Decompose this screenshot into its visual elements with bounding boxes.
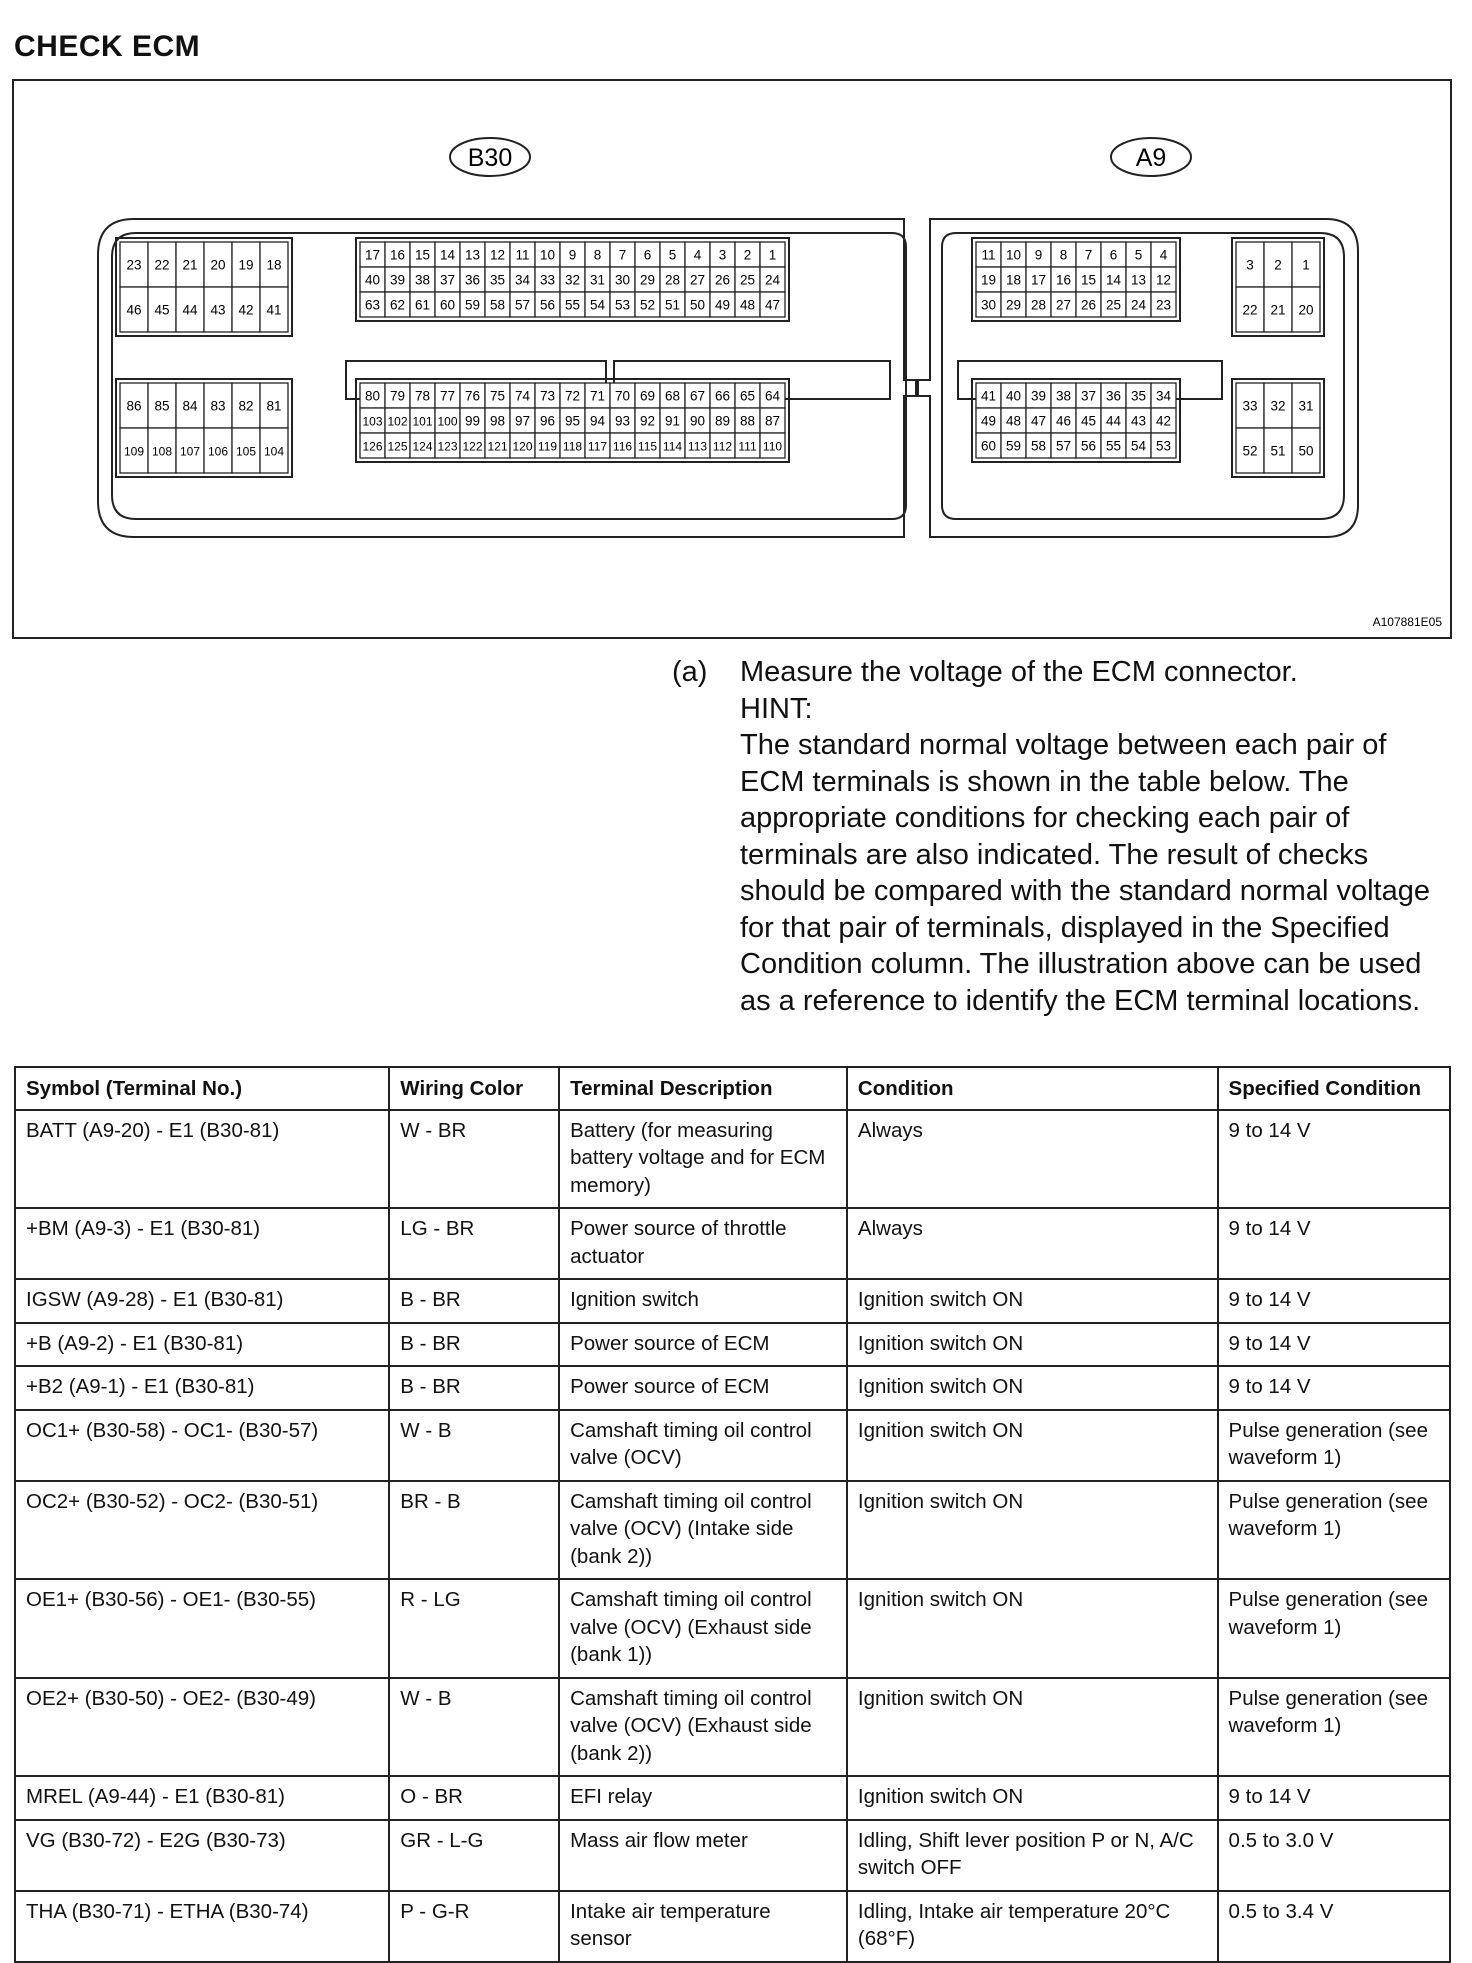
- cell-terminal-description: Camshaft timing oil control valve (OCV): [559, 1410, 847, 1481]
- b30-pin-number: 32: [564, 272, 581, 288]
- b30-pin-number: 25: [739, 272, 756, 288]
- b30-pin-number: 78: [414, 388, 431, 404]
- b30-pin-number: 77: [439, 388, 456, 404]
- b30-pin-number: 125: [387, 439, 408, 454]
- b30-pin-number: 55: [564, 297, 581, 313]
- cell-wiring-color: W - BR: [389, 1110, 559, 1209]
- header-wiring-color: Wiring Color: [389, 1067, 559, 1110]
- a9-pin-number: 29: [1005, 297, 1022, 313]
- b30-pin-number: 90: [689, 413, 706, 429]
- b30-pin-number: 60: [439, 297, 456, 313]
- b30-pin-number: 92: [639, 413, 656, 429]
- b30-pin-number: 6: [643, 247, 652, 263]
- a9-pin-number: 43: [1130, 413, 1147, 429]
- b30-pin-number: 83: [210, 398, 226, 414]
- cell-condition: Always: [847, 1208, 1218, 1279]
- b30-pin-number: 44: [182, 302, 198, 318]
- b30-pin-number: 122: [462, 439, 483, 454]
- b30-pin-number: 67: [689, 388, 706, 404]
- a9-pin-number: 33: [1242, 398, 1258, 414]
- b30-pin-number: 88: [739, 413, 756, 429]
- table-row: [15, 1481, 1450, 1580]
- b30-pin-number: 10: [539, 247, 556, 263]
- a9-pin-number: 39: [1030, 388, 1047, 404]
- a9-pin-number: 37: [1080, 388, 1097, 404]
- b30-pin-number: 100: [437, 414, 458, 429]
- b30-pin-number: 69: [639, 388, 656, 404]
- cell-wiring-color: W - B: [389, 1678, 559, 1777]
- a9-pin-number: 58: [1030, 438, 1047, 454]
- a9-pin-number: 18: [1005, 272, 1022, 288]
- cell-specified-condition: 0.5 to 3.0 V: [1218, 1820, 1450, 1891]
- b30-pin-number: 57: [514, 297, 531, 313]
- table-row: [15, 1366, 1450, 1410]
- b30-pin-number: 80: [364, 388, 381, 404]
- cell-symbol: +B (A9-2) - E1 (B30-81): [15, 1323, 389, 1367]
- cell-condition: Ignition switch ON: [847, 1366, 1218, 1410]
- b30-pin-number: 63: [364, 297, 381, 313]
- b30-pin-number: 22: [154, 257, 170, 273]
- b30-pin-number: 106: [207, 444, 229, 459]
- b30-pin-number: 14: [439, 247, 456, 263]
- b30-pin-number: 58: [489, 297, 506, 313]
- b30-pin-number: 52: [639, 297, 656, 313]
- a9-pin-number: 19: [980, 272, 997, 288]
- b30-pin-number: 53: [614, 297, 631, 313]
- b30-pin-number: 40: [364, 272, 381, 288]
- a9-pin-number: 20: [1298, 302, 1314, 318]
- b30-pin-number: 74: [514, 388, 531, 404]
- header-terminal-description: Terminal Description: [559, 1067, 847, 1110]
- a9-pin-number: 49: [980, 413, 997, 429]
- b30-pin-number: 33: [539, 272, 556, 288]
- b30-pin-number: 84: [182, 398, 198, 414]
- cell-condition: Ignition switch ON: [847, 1678, 1218, 1777]
- b30-pin-number: 13: [464, 247, 481, 263]
- cell-terminal-description: Power source of ECM: [559, 1323, 847, 1367]
- a9-pin-number: 13: [1130, 272, 1147, 288]
- cell-specified-condition: Pulse generation (see waveform 1): [1218, 1410, 1450, 1481]
- b30-pin-number: 120: [512, 439, 533, 454]
- cell-terminal-description: Power source of throttle actuator: [559, 1208, 847, 1279]
- cell-terminal-description: Intake air temperature sensor: [559, 1891, 847, 1962]
- b30-pin-number: 103: [362, 414, 383, 429]
- cell-symbol: OE2+ (B30-50) - OE2- (B30-49): [15, 1678, 389, 1777]
- table-row: [15, 1820, 1450, 1891]
- b30-pin-number: 96: [539, 413, 556, 429]
- step-body: [740, 654, 1452, 1019]
- cell-wiring-color: LG - BR: [389, 1208, 559, 1279]
- b30-pin-number: 18: [266, 257, 282, 273]
- a9-pin-number: 24: [1130, 297, 1147, 313]
- a9-pin-number: 34: [1155, 388, 1172, 404]
- b30-pin-number: 104: [263, 444, 285, 459]
- b30-pin-number: 117: [587, 439, 608, 454]
- cell-terminal-description: Mass air flow meter: [559, 1820, 847, 1891]
- b30-pin-number: 93: [614, 413, 631, 429]
- a9-pin-number: 41: [980, 388, 997, 404]
- b30-pin-number: 94: [589, 413, 606, 429]
- figure-id: A107881E05: [1372, 615, 1442, 629]
- b30-pin-number: 115: [637, 439, 658, 454]
- a9-pin-number: 17: [1030, 272, 1047, 288]
- b30-pin-number: 24: [764, 272, 781, 288]
- b30-pin-number: 116: [612, 439, 633, 454]
- b30-pin-number: 8: [593, 247, 602, 263]
- cell-wiring-color: R - LG: [389, 1579, 559, 1678]
- cell-condition: Ignition switch ON: [847, 1410, 1218, 1481]
- b30-pin-number: 9: [568, 247, 577, 263]
- b30-pin-number: 50: [689, 297, 706, 313]
- b30-pin-number: 112: [712, 439, 733, 454]
- a9-pin-number: 23: [1155, 297, 1172, 313]
- b30-pin-number: 5: [668, 247, 677, 263]
- table-row: [15, 1891, 1450, 1962]
- cell-terminal-description: Battery (for measuring battery voltage and for ECM memory): [559, 1110, 847, 1209]
- cell-condition: Idling, Intake air temperature 20°C (68°F): [847, 1891, 1218, 1962]
- b30-pin-number: 126: [362, 439, 383, 454]
- a9-pin-number: 28: [1030, 297, 1047, 313]
- cell-specified-condition: 0.5 to 3.4 V: [1218, 1891, 1450, 1962]
- cell-condition: Ignition switch ON: [847, 1279, 1218, 1323]
- hint-label: HINT:: [740, 692, 813, 725]
- a9-pin-number: 55: [1105, 438, 1122, 454]
- a9-pin-number: 12: [1155, 272, 1172, 288]
- a9-pin-number: 48: [1005, 413, 1022, 429]
- cell-symbol: MREL (A9-44) - E1 (B30-81): [15, 1776, 389, 1820]
- b30-pin-number: 64: [764, 388, 781, 404]
- a9-pin-number: 25: [1105, 297, 1122, 313]
- terminal-pins: [116, 238, 1324, 477]
- a9-pin-number: 5: [1134, 247, 1143, 263]
- cell-specified-condition: 9 to 14 V: [1218, 1110, 1450, 1209]
- b30-pin-number: 95: [564, 413, 581, 429]
- header-condition: Condition: [847, 1067, 1218, 1110]
- b30-pin-number: 34: [514, 272, 531, 288]
- cell-wiring-color: B - BR: [389, 1366, 559, 1410]
- a9-pin-number: 60: [980, 438, 997, 454]
- b30-pin-number: 37: [439, 272, 456, 288]
- a9-pin-number: 42: [1155, 413, 1172, 429]
- b30-pin-number: 23: [126, 257, 142, 273]
- b30-pin-number: 114: [662, 439, 683, 454]
- b30-pin-number: 73: [539, 388, 556, 404]
- cell-wiring-color: P - G-R: [389, 1891, 559, 1962]
- b30-label: B30: [467, 144, 513, 172]
- b30-pin-number: 86: [126, 398, 142, 414]
- cell-condition: Ignition switch ON: [847, 1776, 1218, 1820]
- b30-pin-number: 38: [414, 272, 431, 288]
- b30-pin-number: 119: [537, 439, 558, 454]
- a9-pin-number: 38: [1055, 388, 1072, 404]
- table-header-row: [15, 1067, 1450, 1110]
- header-symbol: Symbol (Terminal No.): [15, 1067, 389, 1110]
- cell-specified-condition: Pulse generation (see waveform 1): [1218, 1678, 1450, 1777]
- a9-pin-number: 16: [1055, 272, 1072, 288]
- a9-pin-number: 53: [1155, 438, 1172, 454]
- b30-pin-number: 101: [412, 414, 433, 429]
- b30-pin-number: 12: [489, 247, 506, 263]
- b30-pin-number: 109: [123, 444, 145, 459]
- step-text: Measure the voltage of the ECM connector.: [740, 656, 1298, 688]
- b30-pin-number: 102: [387, 414, 408, 429]
- cell-wiring-color: BR - B: [389, 1481, 559, 1580]
- b30-pin-number: 70: [614, 388, 631, 404]
- cell-specified-condition: 9 to 14 V: [1218, 1366, 1450, 1410]
- a9-pin-number: 30: [980, 297, 997, 313]
- cell-wiring-color: GR - L-G: [389, 1820, 559, 1891]
- b30-pin-number: 75: [489, 388, 506, 404]
- a9-pin-number: 50: [1298, 443, 1314, 459]
- b30-pin-number: 118: [562, 439, 583, 454]
- b30-pin-number: 46: [126, 302, 142, 318]
- a9-pin-number: 9: [1034, 247, 1043, 263]
- a9-pin-number: 22: [1242, 302, 1258, 318]
- b30-pin-number: 31: [589, 272, 606, 288]
- a9-pin-number: 57: [1055, 438, 1072, 454]
- b30-pin-number: 47: [764, 297, 781, 313]
- a9-pin-number: 52: [1242, 443, 1258, 459]
- table-row: [15, 1678, 1450, 1777]
- cell-symbol: OC2+ (B30-52) - OC2- (B30-51): [15, 1481, 389, 1580]
- a9-pin-number: 45: [1080, 413, 1097, 429]
- b30-pin-number: 42: [238, 302, 254, 318]
- cell-terminal-description: Ignition switch: [559, 1279, 847, 1323]
- b30-pin-number: 76: [464, 388, 481, 404]
- b30-pin-number: 1: [768, 247, 777, 263]
- table-row: [15, 1110, 1450, 1209]
- cell-symbol: IGSW (A9-28) - E1 (B30-81): [15, 1279, 389, 1323]
- b30-pin-number: 82: [238, 398, 254, 414]
- b30-pin-number: 41: [266, 302, 282, 318]
- b30-pin-number: 19: [238, 257, 254, 273]
- cell-wiring-color: O - BR: [389, 1776, 559, 1820]
- b30-pin-number: 15: [414, 247, 431, 263]
- b30-pin-number: 48: [739, 297, 756, 313]
- b30-pin-number: 29: [639, 272, 656, 288]
- cell-condition: Always: [847, 1110, 1218, 1209]
- b30-pin-number: 54: [589, 297, 606, 313]
- cell-wiring-color: B - BR: [389, 1323, 559, 1367]
- cell-symbol: VG (B30-72) - E2G (B30-73): [15, 1820, 389, 1891]
- ecm-connector-figure: [12, 79, 1452, 639]
- a9-pin-number: 51: [1270, 443, 1286, 459]
- b30-pin-number: 51: [664, 297, 681, 313]
- b30-pin-number: 105: [235, 444, 257, 459]
- cell-specified-condition: 9 to 14 V: [1218, 1776, 1450, 1820]
- a9-pin-number: 32: [1270, 398, 1286, 414]
- a9-pin-number: 3: [1246, 257, 1254, 273]
- b30-pin-number: 62: [389, 297, 406, 313]
- b30-pin-number: 16: [389, 247, 406, 263]
- b30-pin-number: 11: [515, 247, 530, 263]
- a9-pin-number: 15: [1080, 272, 1097, 288]
- b30-pin-number: 2: [743, 247, 752, 263]
- a9-pin-number: 21: [1270, 302, 1286, 318]
- b30-pin-number: 97: [514, 413, 531, 429]
- b30-pin-number: 3: [718, 247, 727, 263]
- a9-pin-number: 10: [1005, 247, 1022, 263]
- b30-pin-number: 81: [266, 398, 282, 414]
- b30-pin-number: 99: [464, 413, 481, 429]
- b30-pin-number: 17: [364, 247, 381, 263]
- a9-pin-number: 46: [1055, 413, 1072, 429]
- b30-pin-number: 72: [564, 388, 581, 404]
- ecm-connector-diagram: [14, 81, 1450, 637]
- cell-condition: Ignition switch ON: [847, 1323, 1218, 1367]
- b30-pin-number: 30: [614, 272, 631, 288]
- cell-condition: Idling, Shift lever position P or N, A/C switch OFF: [847, 1820, 1218, 1891]
- b30-pin-number: 21: [182, 257, 198, 273]
- a9-pin-number: 31: [1298, 398, 1314, 414]
- a9-pin-number: 47: [1030, 413, 1047, 429]
- b30-pin-number: 85: [154, 398, 170, 414]
- b30-pin-number: 91: [664, 413, 681, 429]
- b30-pin-number: 49: [714, 297, 731, 313]
- b30-pin-number: 111: [738, 439, 757, 454]
- cell-condition: Ignition switch ON: [847, 1579, 1218, 1678]
- cell-specified-condition: Pulse generation (see waveform 1): [1218, 1579, 1450, 1678]
- b30-pin-number: 89: [714, 413, 731, 429]
- b30-pin-number: 7: [618, 247, 627, 263]
- b30-pin-number: 124: [412, 439, 433, 454]
- cell-terminal-description: Camshaft timing oil control valve (OCV) (Intake side (bank 2)): [559, 1481, 847, 1580]
- a9-pin-number: 8: [1059, 247, 1068, 263]
- a9-pin-number: 7: [1084, 247, 1093, 263]
- b30-pin-number: 110: [762, 439, 783, 454]
- b30-pin-number: 56: [539, 297, 556, 313]
- b30-pin-number: 123: [437, 439, 458, 454]
- table-row: [15, 1776, 1450, 1820]
- b30-pin-number: 27: [689, 272, 706, 288]
- cell-terminal-description: Camshaft timing oil control valve (OCV) (Exhaust side (bank 1)): [559, 1579, 847, 1678]
- header-specified-condition: Specified Condition: [1218, 1067, 1450, 1110]
- b30-pin-number: 45: [154, 302, 170, 318]
- a9-pin-number: 27: [1055, 297, 1072, 313]
- table-row: [15, 1410, 1450, 1481]
- cell-specified-condition: 9 to 14 V: [1218, 1208, 1450, 1279]
- a9-pin-number: 14: [1105, 272, 1122, 288]
- b30-pin-number: 59: [464, 297, 481, 313]
- hint-text: The standard normal voltage between each pair of ECM terminals is shown in the table below. The appropriate conditions for checking each pair of terminals are also indicated. The result of checks should be compared with the standard normal voltage for that pair of terminals, displayed in the Specified Condition column. The illustration above can be used as a reference to identify the ECM terminal locations.: [740, 729, 1430, 1017]
- a9-pin-number: 40: [1005, 388, 1022, 404]
- a9-pin-number: 35: [1130, 388, 1147, 404]
- cell-symbol: OE1+ (B30-56) - OE1- (B30-55): [15, 1579, 389, 1678]
- a9-pin-number: 36: [1105, 388, 1122, 404]
- b30-pin-number: 28: [664, 272, 681, 288]
- b30-pin-number: 108: [151, 444, 173, 459]
- cell-specified-condition: 9 to 14 V: [1218, 1323, 1450, 1367]
- b30-pin-number: 65: [739, 388, 756, 404]
- a9-pin-number: 26: [1080, 297, 1097, 313]
- a9-pin-number: 11: [981, 247, 996, 263]
- cell-terminal-description: Camshaft timing oil control valve (OCV) (Exhaust side (bank 2)): [559, 1678, 847, 1777]
- a9-pin-number: 44: [1105, 413, 1122, 429]
- cell-symbol: OC1+ (B30-58) - OC1- (B30-57): [15, 1410, 389, 1481]
- table-row: [15, 1579, 1450, 1678]
- a9-pin-number: 1: [1302, 257, 1310, 273]
- a9-pin-number: 56: [1080, 438, 1097, 454]
- a9-pin-number: 59: [1005, 438, 1022, 454]
- b30-pin-number: 98: [489, 413, 506, 429]
- cell-symbol: +BM (A9-3) - E1 (B30-81): [15, 1208, 389, 1279]
- table-row: [15, 1279, 1450, 1323]
- b30-pin-number: 113: [687, 439, 708, 454]
- cell-terminal-description: EFI relay: [559, 1776, 847, 1820]
- cell-wiring-color: W - B: [389, 1410, 559, 1481]
- b30-pin-number: 20: [210, 257, 226, 273]
- b30-pin-number: 39: [389, 272, 406, 288]
- cell-wiring-color: B - BR: [389, 1279, 559, 1323]
- b30-pin-number: 26: [714, 272, 731, 288]
- b30-pin-number: 4: [693, 247, 702, 263]
- cell-specified-condition: 9 to 14 V: [1218, 1279, 1450, 1323]
- a9-pin-number: 4: [1159, 247, 1168, 263]
- cell-symbol: THA (B30-71) - ETHA (B30-74): [15, 1891, 389, 1962]
- b30-pin-number: 61: [414, 297, 431, 313]
- step-label: (a): [672, 656, 708, 688]
- b30-pin-number: 79: [389, 388, 406, 404]
- b30-pin-number: 121: [487, 439, 508, 454]
- a9-pin-number: 2: [1274, 257, 1282, 273]
- cell-terminal-description: Power source of ECM: [559, 1366, 847, 1410]
- table-row: [15, 1323, 1450, 1367]
- cell-symbol: BATT (A9-20) - E1 (B30-81): [15, 1110, 389, 1209]
- b30-pin-number: 43: [210, 302, 226, 318]
- a9-pin-number: 54: [1130, 438, 1147, 454]
- b30-pin-number: 35: [489, 272, 506, 288]
- cell-condition: Ignition switch ON: [847, 1481, 1218, 1580]
- cell-specified-condition: Pulse generation (see waveform 1): [1218, 1481, 1450, 1580]
- b30-pin-number: 71: [589, 388, 606, 404]
- a9-pin-number: 6: [1109, 247, 1118, 263]
- b30-pin-number: 36: [464, 272, 481, 288]
- table-row: [15, 1208, 1450, 1279]
- page-title: CHECK ECM: [14, 30, 201, 63]
- terminal-spec-table: [14, 1066, 1451, 1963]
- cell-symbol: +B2 (A9-1) - E1 (B30-81): [15, 1366, 389, 1410]
- b30-pin-number: 107: [179, 444, 201, 459]
- a9-label: A9: [1135, 144, 1167, 172]
- b30-pin-number: 87: [764, 413, 781, 429]
- b30-pin-number: 66: [714, 388, 731, 404]
- b30-pin-number: 68: [664, 388, 681, 404]
